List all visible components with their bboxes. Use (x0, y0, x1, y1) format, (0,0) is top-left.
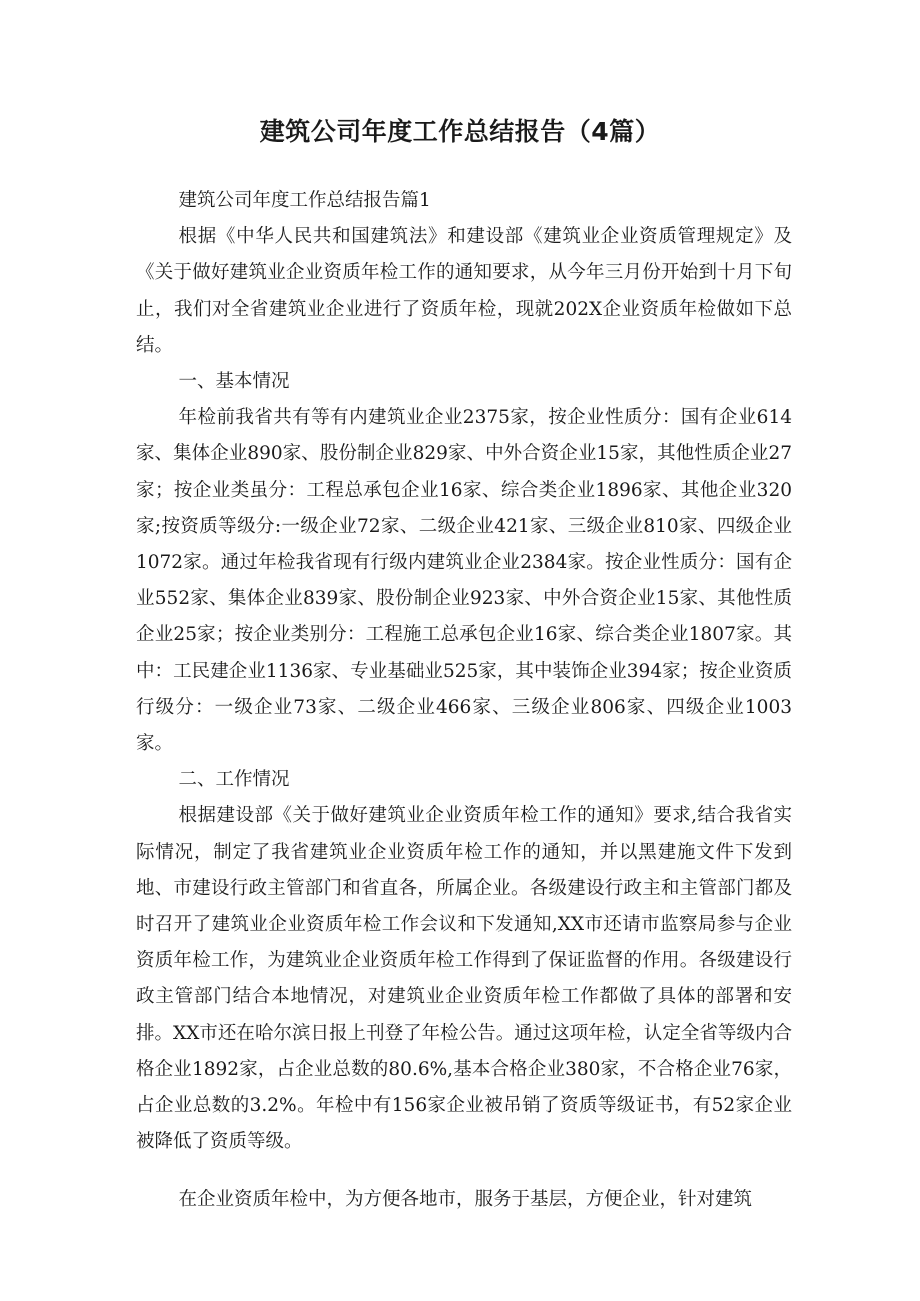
paragraph: 年检前我省共有等有内建筑业企业2375家，按企业性质分：国有企业614家、集体企业890家、股份制企业829家、中外合资企业15家，其他性质企业27家；按企业类虽分：工程总承包企业16家、综合类企业1896家、其他企业320家;按资质等级分:一级企业72家、二级企业421家、三级企业810家、四级企业1072家。通过年检我省现有行级内建筑业企业2384家。按企业性质分：国有企业552家、集体企业839家、股份制企业923家、中外合资企业15家、其他性质企业25家；按企业类别分：工程施工总承包企业16家、综合类企业1807家。其中：工民建企业1136家、专业基础业525家，其中装饰企业394家；按企业资质行级分：一级企业73家、二级企业466家、三级企业806家、四级企业1003家。 (136, 407, 792, 755)
paragraph: 根据《中华人民共和国建筑法》和建设部《建筑业企业资质管理规定》及《关于做好建筑业企业资质年检工作的通知要求，从今年三月份开始到十月下旬止，我们对全省建筑业企业进行了资质年检，现就202X企业资质年检做如下总结。 (136, 226, 792, 356)
paragraph: 根据建设部《关于做好建筑业企业资质年检工作的通知》要求,结合我省实际情况，制定了我省建筑业企业资质年检工作的通知，并以黑建施文件下发到地、市建设行政主管部门和省直各，所属企业。各级建设行政主和主管部门都及时召开了建筑业企业资质年检工作会议和下发通知,XX市还请市监察局参与企业资质年检工作，为建筑业企业资质年检工作得到了保证监督的作用。各级建设行政主管部门结合本地情况，对建筑业企业资质年检工作都做了具体的部署和安排。XX市还在哈尔滨日报上刊登了年检公告。通过这项年检，认定全省等级内合格企业1892家，占企业总数的80.6%,基本合格企业380家，不合格企业76家，占企业总数的3.2%。年检中有156家企业被吊销了资质等级证书，有52家企业被降低了资质等级。 (136, 805, 792, 1153)
document-body (136, 183, 792, 1219)
section-heading: 建筑公司年度工作总结报告篇1 (178, 190, 431, 211)
section-heading: 一、基本情况 (178, 371, 290, 393)
section-heading: 二、工作情况 (178, 769, 290, 791)
paragraph: 在企业资质年检中，为方便各地市，服务于基层，方便企业，针对建筑 (178, 1189, 753, 1211)
document-title: 建筑公司年度工作总结报告（4篇） (259, 117, 661, 146)
